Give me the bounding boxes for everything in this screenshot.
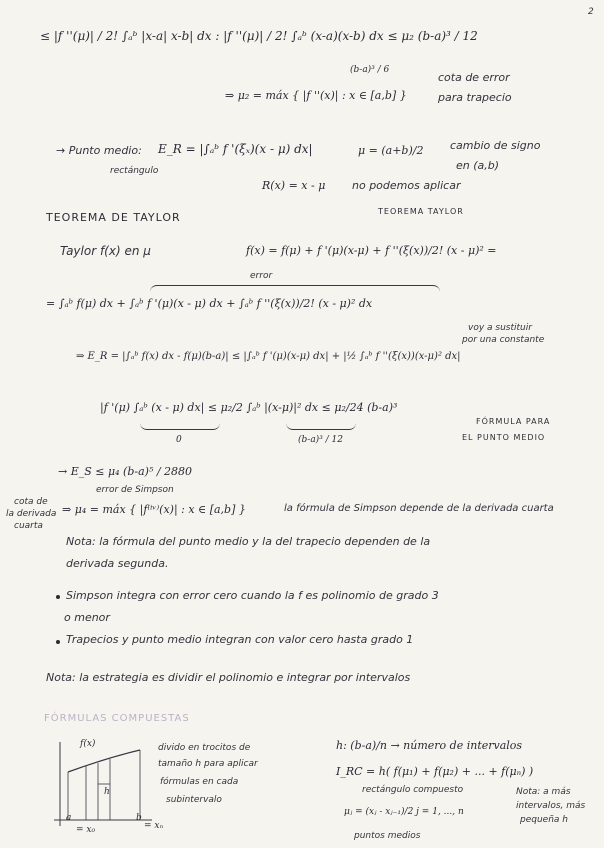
rectangulo-compuesto: rectángulo compuesto (362, 785, 464, 795)
divido-1: divido en trocitos de (158, 743, 251, 753)
cota-derivada-3: cuarta (14, 521, 43, 531)
fx-label: f(x) (80, 739, 96, 749)
zero-brace (140, 423, 220, 430)
ba3-brace (286, 423, 356, 430)
formulas-compuestas-heading: FÓRMULAS COMPUESTAS (44, 713, 190, 724)
b-label: b (136, 813, 142, 823)
ba3-12-value: (b-a)³ / 12 (298, 435, 344, 445)
cota-derivada-1: cota de (14, 497, 48, 507)
mu4-explanation: la fórmula de Simpson depende de la derivada cuarta (284, 503, 554, 514)
trapecio-bullet: Trapecios y punto medio integran con valor cero hasta grado 1 (66, 633, 414, 646)
error-label: error (250, 271, 273, 281)
function-curve (68, 750, 140, 772)
x0-label: = x₀ (76, 825, 96, 835)
divido-4: subintervalo (166, 795, 222, 805)
h-definition: h: (b-a)/n → número de intervalos (336, 739, 523, 752)
bullet-dot-1 (56, 595, 60, 599)
h-label: h (104, 787, 110, 797)
er-formula: E_R = |∫ₐᵇ f '(ξₓ)(x - μ) dx| (158, 142, 313, 156)
muj-definition: μⱼ = (xⱼ - xⱼ₋₁)/2 j = 1, ..., n (344, 807, 464, 817)
a-label: a (66, 813, 72, 823)
xn-label: = xₙ (144, 821, 164, 831)
formula-punto-medio-2: EL PUNTO MEDIO (462, 433, 546, 442)
punto-medio-label: → Punto medio: (56, 144, 142, 157)
cota-derivada-2: la derivada (6, 509, 57, 519)
error-simpson-label: error de Simpson (96, 485, 174, 495)
sub-result-ba3-6: (b-a)³ / 6 (350, 65, 390, 75)
irc-formula: I_RC = h( f(μ₁) + f(μ₂) + ... + f(μₙ) ) (336, 765, 534, 778)
formula-punto-medio-1: FÓRMULA PARA (476, 417, 551, 426)
es-formula: → E_S ≤ μ₄ (b-a)⁵ / 2880 (58, 465, 193, 478)
voy-sustituir-1: voy a sustituir (468, 323, 532, 333)
r-definition: R(x) = x - μ (262, 179, 326, 192)
zero-value: 0 (176, 435, 182, 445)
cambio-signo-1: cambio de signo (450, 139, 541, 152)
mu2-definition: ⇒ μ₂ = máx { |f ''(x)| : x ∈ [a,b] } (225, 89, 407, 102)
mu2-inequality-line: ≤ |f ''(μ)| / 2! ∫ₐᵇ |x-a| x-b| dx : |f ''(μ)| / 2! ∫ₐᵇ (x-a)(x-b) dx ≤ μ₂ (b-a)³ / 12 (40, 29, 478, 43)
nota-intervalos-1: Nota: a más (516, 787, 571, 797)
integral-expansion: = ∫ₐᵇ f(μ) dx + ∫ₐᵇ f '(μ)(x - μ) dx + ∫ₐᵇ f ''(ξ(x))/2! (x - μ)² dx (46, 297, 373, 310)
estrategia-note: Nota: la estrategia es dividir el polinomio e integrar por intervalos (46, 671, 411, 684)
nota-intervalos-2: intervalos, más (516, 801, 586, 811)
nota-derivada-1: Nota: la fórmula del punto medio y la del trapecio dependen de la (66, 535, 431, 548)
teorema-taylor-heading: TEOREMA DE TAYLOR (46, 211, 181, 224)
nota-intervalos-3: pequeña h (520, 815, 568, 825)
bullet-dot-2 (56, 640, 60, 644)
simpson-bullet-line2: o menor (64, 611, 110, 624)
midpoint-bound-line: |f '(μ) ∫ₐᵇ (x - μ) dx| ≤ μ₂/2 ∫ₐᵇ |(x-μ)|² dx ≤ μ₂/24 (b-a)³ (100, 401, 398, 414)
mu4-definition: ⇒ μ₄ = máx { |f⁽ⁱᵛ⁾(x)| : x ∈ [a,b] } (62, 503, 246, 516)
nota-derivada-2: derivada segunda. (66, 557, 169, 570)
divido-2: tamaño h para aplicar (158, 759, 258, 769)
taylor-expansion: f(x) = f(μ) + f '(μ)(x-μ) + f ''(ξ(x))/2! (x - μ)² = (246, 244, 497, 257)
error-brace (150, 285, 440, 292)
divido-3: fórmulas en cada (160, 777, 239, 787)
page-number: 2 (588, 7, 594, 17)
puntos-medios-label: puntos medios (354, 831, 421, 841)
rectangulo-label: rectángulo (110, 166, 159, 176)
simpson-bullet-line1: Simpson integra con error cero cuando la f es polinomio de grado 3 (66, 589, 439, 602)
cambio-signo-2: en (a,b) (456, 159, 500, 172)
voy-sustituir-2: por una constante (462, 335, 545, 345)
er-bound: ⇒ E_R = |∫ₐᵇ f(x) dx - f(μ)(b-a)| ≤ |∫ₐᵇ f '(μ)(x-μ) dx| + |½ ∫ₐᵇ f ''(ξ(x))(x-μ)² dx| (76, 351, 461, 362)
error-bound-note-1: cota de error (438, 71, 510, 84)
teorema-taylor-small: TEOREMA TAYLOR (378, 207, 464, 216)
no-podemos-label: no podemos aplicar (352, 179, 461, 192)
mu-midpoint-def: μ = (a+b)/2 (358, 144, 424, 157)
error-bound-note-2: para trapecio (438, 91, 512, 104)
taylor-label: Taylor f(x) en μ (60, 244, 151, 258)
